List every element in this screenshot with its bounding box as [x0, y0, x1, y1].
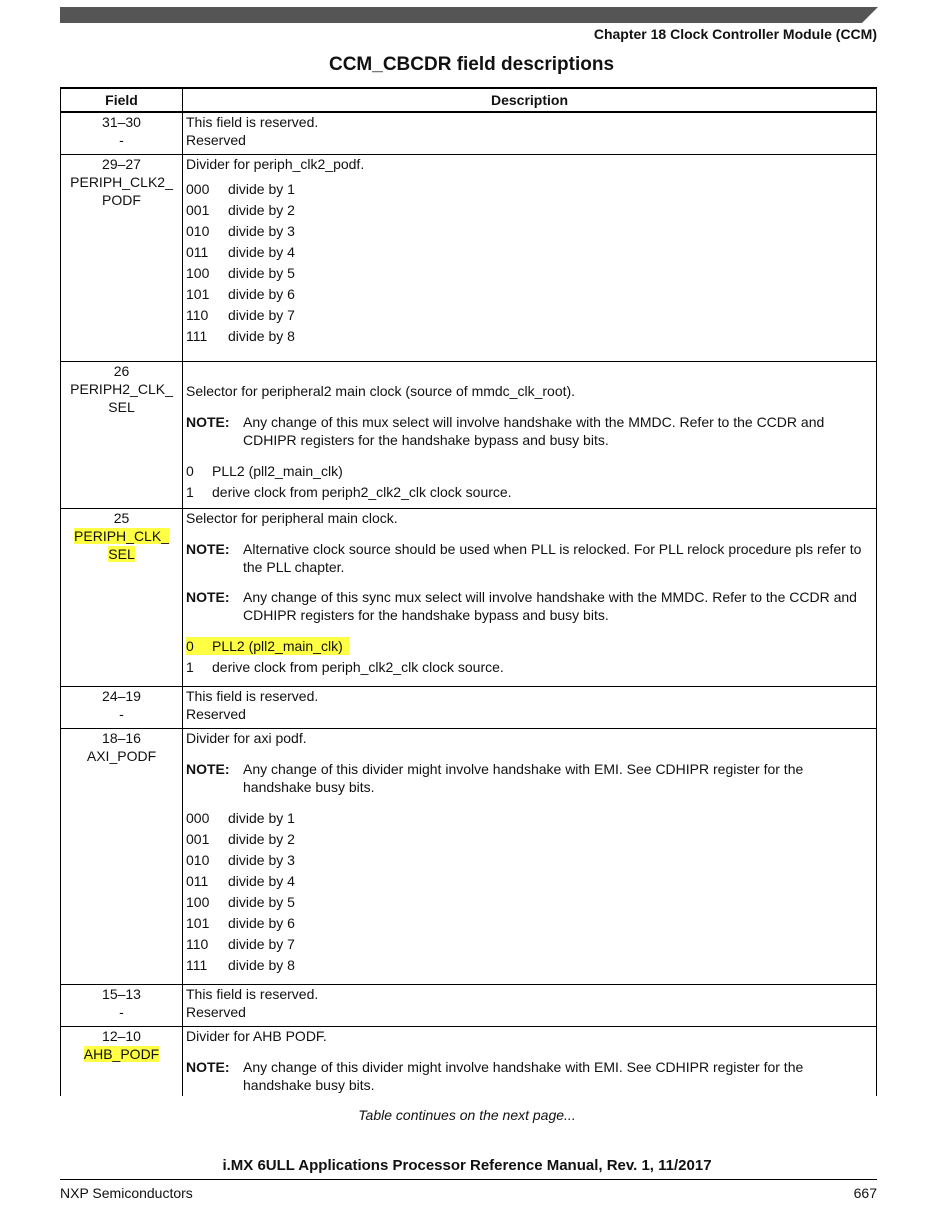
note: [186, 1058, 873, 1094]
field-bits: 18–16: [102, 729, 141, 746]
value-meaning: divide by 2: [228, 831, 295, 847]
description-cell: [183, 154, 877, 361]
vendor-name: NXP Semiconductors: [60, 1185, 193, 1201]
field-name: PODF: [102, 191, 141, 208]
value-row: [186, 221, 873, 242]
description-cell: [183, 984, 877, 1026]
description-text: Divider for periph_clk2_podf.: [186, 155, 365, 172]
note: [186, 413, 873, 449]
table-row: [61, 686, 877, 728]
description-text: Reserved: [186, 1003, 246, 1020]
value-code: 001: [186, 831, 210, 847]
value-row: [186, 461, 873, 482]
field-name: -: [119, 705, 124, 722]
value-code: 011: [186, 873, 209, 889]
value-row: [186, 200, 873, 221]
field-bits: 26: [113, 362, 130, 379]
field-bits: 29–27: [102, 155, 141, 172]
field-name: PERIPH_CLK2_: [70, 173, 173, 190]
value-meaning: divide by 1: [228, 810, 295, 826]
value-code: 101: [186, 915, 210, 931]
value-row: [186, 179, 873, 200]
note-text: Any change of this divider might involve handshake with EMI. See CDHIPR register for the handshake busy bits.: [243, 760, 804, 795]
value-row: [186, 482, 873, 503]
field-cell: [61, 508, 183, 686]
value-code: 0: [186, 638, 194, 654]
value-row: [186, 242, 873, 263]
description-cell: [183, 686, 877, 728]
value-code: 1: [186, 659, 194, 675]
description-text: This field is reserved.: [186, 114, 319, 130]
description-text: Selector for peripheral2 main clock (source of mmdc_clk_root).: [186, 382, 576, 399]
field-name: AXI_PODF: [86, 747, 157, 764]
value-meaning: divide by 5: [228, 894, 295, 910]
field-name: -: [119, 132, 124, 148]
value-row: [186, 913, 873, 934]
chapter-title: Chapter 18 Clock Controller Module (CCM): [593, 26, 877, 42]
note-text: Alternative clock source should be used when PLL is relocked. For PLL relock procedure pls refer to the PLL chapter.: [243, 540, 862, 575]
manual-title: i.MX 6ULL Applications Processor Reference Manual, Rev. 1, 11/2017: [222, 1157, 712, 1174]
value-row: [186, 305, 873, 326]
field-bits: 12–10: [102, 1027, 141, 1044]
value-row: [186, 657, 873, 678]
value-code: 110: [186, 936, 209, 952]
value-meaning: PLL2 (pll2_main_clk): [212, 638, 343, 654]
value-row: [186, 955, 873, 976]
note-text: Any change of this sync mux select will involve handshake with the MMDC. Refer to the CCDR and CDHIPR registers for the handshake bypass and busy bits.: [243, 588, 857, 623]
value-code: 110: [186, 307, 209, 323]
value-row: [186, 871, 873, 892]
table-header-row: [61, 88, 877, 112]
field-name: PERIPH2_CLK_: [70, 380, 173, 397]
value-code: 1: [186, 484, 194, 500]
description-cell: [183, 112, 877, 154]
table-title: CCM_CBCDR field descriptions: [328, 54, 615, 75]
field-name: PERIPH_CLK_: [74, 527, 169, 544]
value-meaning: divide by 7: [228, 936, 295, 952]
value-row: [186, 808, 873, 829]
description-text: Divider for AHB PODF.: [186, 1027, 327, 1044]
value-row: [186, 326, 873, 347]
footer-divider: [60, 1179, 877, 1180]
value-code: 100: [186, 265, 210, 281]
table-row: [61, 154, 877, 361]
field-name: SEL: [108, 398, 135, 415]
description-text: Divider for axi podf.: [186, 729, 307, 746]
table-row: [61, 728, 877, 984]
note: [186, 760, 873, 796]
field-cell: [61, 154, 183, 361]
value-code: 001: [186, 202, 210, 218]
table-row: [61, 112, 877, 154]
description-cell: [183, 508, 877, 686]
value-meaning: divide by 1: [228, 181, 295, 197]
value-row: [186, 892, 873, 913]
page-number: 667: [853, 1185, 877, 1201]
field-cell: [61, 728, 183, 984]
value-meaning: divide by 3: [228, 223, 295, 239]
field-bits: 25: [113, 509, 130, 526]
value-code: 111: [186, 957, 208, 973]
value-meaning: derive clock from periph2_clk2_clk clock source.: [212, 484, 512, 500]
value-row: [186, 284, 873, 305]
field-bits: 31–30: [102, 114, 141, 130]
field-cell: [61, 361, 183, 508]
description-text: This field is reserved.: [186, 985, 319, 1002]
value-code: 100: [186, 894, 210, 910]
note-label: NOTE:: [186, 540, 230, 557]
value-row: [186, 934, 873, 955]
note-text: Any change of this divider might involve handshake with EMI. See CDHIPR register for the handshake busy bits.: [243, 1058, 804, 1093]
value-meaning: divide by 7: [228, 307, 295, 323]
value-code: 111: [186, 328, 208, 344]
value-meaning: divide by 8: [228, 328, 295, 344]
description-text: This field is reserved.: [186, 687, 319, 704]
table-row: [61, 508, 877, 686]
value-code: 000: [186, 810, 210, 826]
note: [186, 588, 873, 624]
value-meaning: divide by 5: [228, 265, 295, 281]
value-row: [186, 263, 873, 284]
value-meaning: PLL2 (pll2_main_clk): [212, 463, 343, 479]
value-row: [186, 636, 873, 657]
value-meaning: derive clock from periph_clk2_clk clock source.: [212, 659, 504, 675]
value-meaning: divide by 2: [228, 202, 295, 218]
field-cell: [61, 112, 183, 154]
value-row: [186, 850, 873, 871]
field-descriptions-table: [60, 87, 877, 1096]
description-cell: [183, 361, 877, 508]
value-meaning: divide by 4: [228, 244, 295, 260]
value-code: 011: [186, 244, 209, 260]
note-label: NOTE:: [186, 588, 230, 605]
field-name: -: [119, 1003, 124, 1020]
value-code: 101: [186, 286, 210, 302]
description-text: Reserved: [186, 132, 246, 148]
note-text: Any change of this mux select will involve handshake with the MMDC. Refer to the CCDR and CDHIPR registers for the handshake bypass and busy bits.: [243, 413, 825, 448]
value-row: [186, 829, 873, 850]
field-cell: [61, 1026, 183, 1096]
field-name: SEL: [108, 545, 135, 562]
description-column-header: Description: [183, 88, 877, 112]
field-cell: [61, 984, 183, 1026]
description-cell: [183, 1026, 877, 1096]
note-label: NOTE:: [186, 413, 230, 430]
header-bar: [60, 7, 878, 23]
value-meaning: divide by 8: [228, 957, 295, 973]
value-code: 0: [186, 463, 194, 479]
field-column-header: Field: [61, 88, 183, 112]
table-row: [61, 984, 877, 1026]
value-meaning: divide by 6: [228, 286, 295, 302]
field-cell: [61, 686, 183, 728]
description-text: Selector for peripheral main clock.: [186, 509, 398, 526]
value-meaning: divide by 6: [228, 915, 295, 931]
note: [186, 540, 873, 576]
field-name: AHB_PODF: [83, 1045, 160, 1062]
description-cell: [183, 728, 877, 984]
value-code: 010: [186, 223, 210, 239]
description-text: Reserved: [186, 705, 246, 722]
table-row: [61, 1026, 877, 1096]
table-row: [61, 361, 877, 508]
value-meaning: divide by 4: [228, 873, 295, 889]
note-label: NOTE:: [186, 1058, 230, 1075]
value-meaning: divide by 3: [228, 852, 295, 868]
field-bits: 15–13: [102, 985, 141, 1002]
field-bits: 24–19: [102, 687, 141, 704]
value-code: 000: [186, 181, 210, 197]
note-label: NOTE:: [186, 760, 230, 777]
value-code: 010: [186, 852, 210, 868]
table-continues-note: Table continues on the next page...: [358, 1107, 576, 1123]
